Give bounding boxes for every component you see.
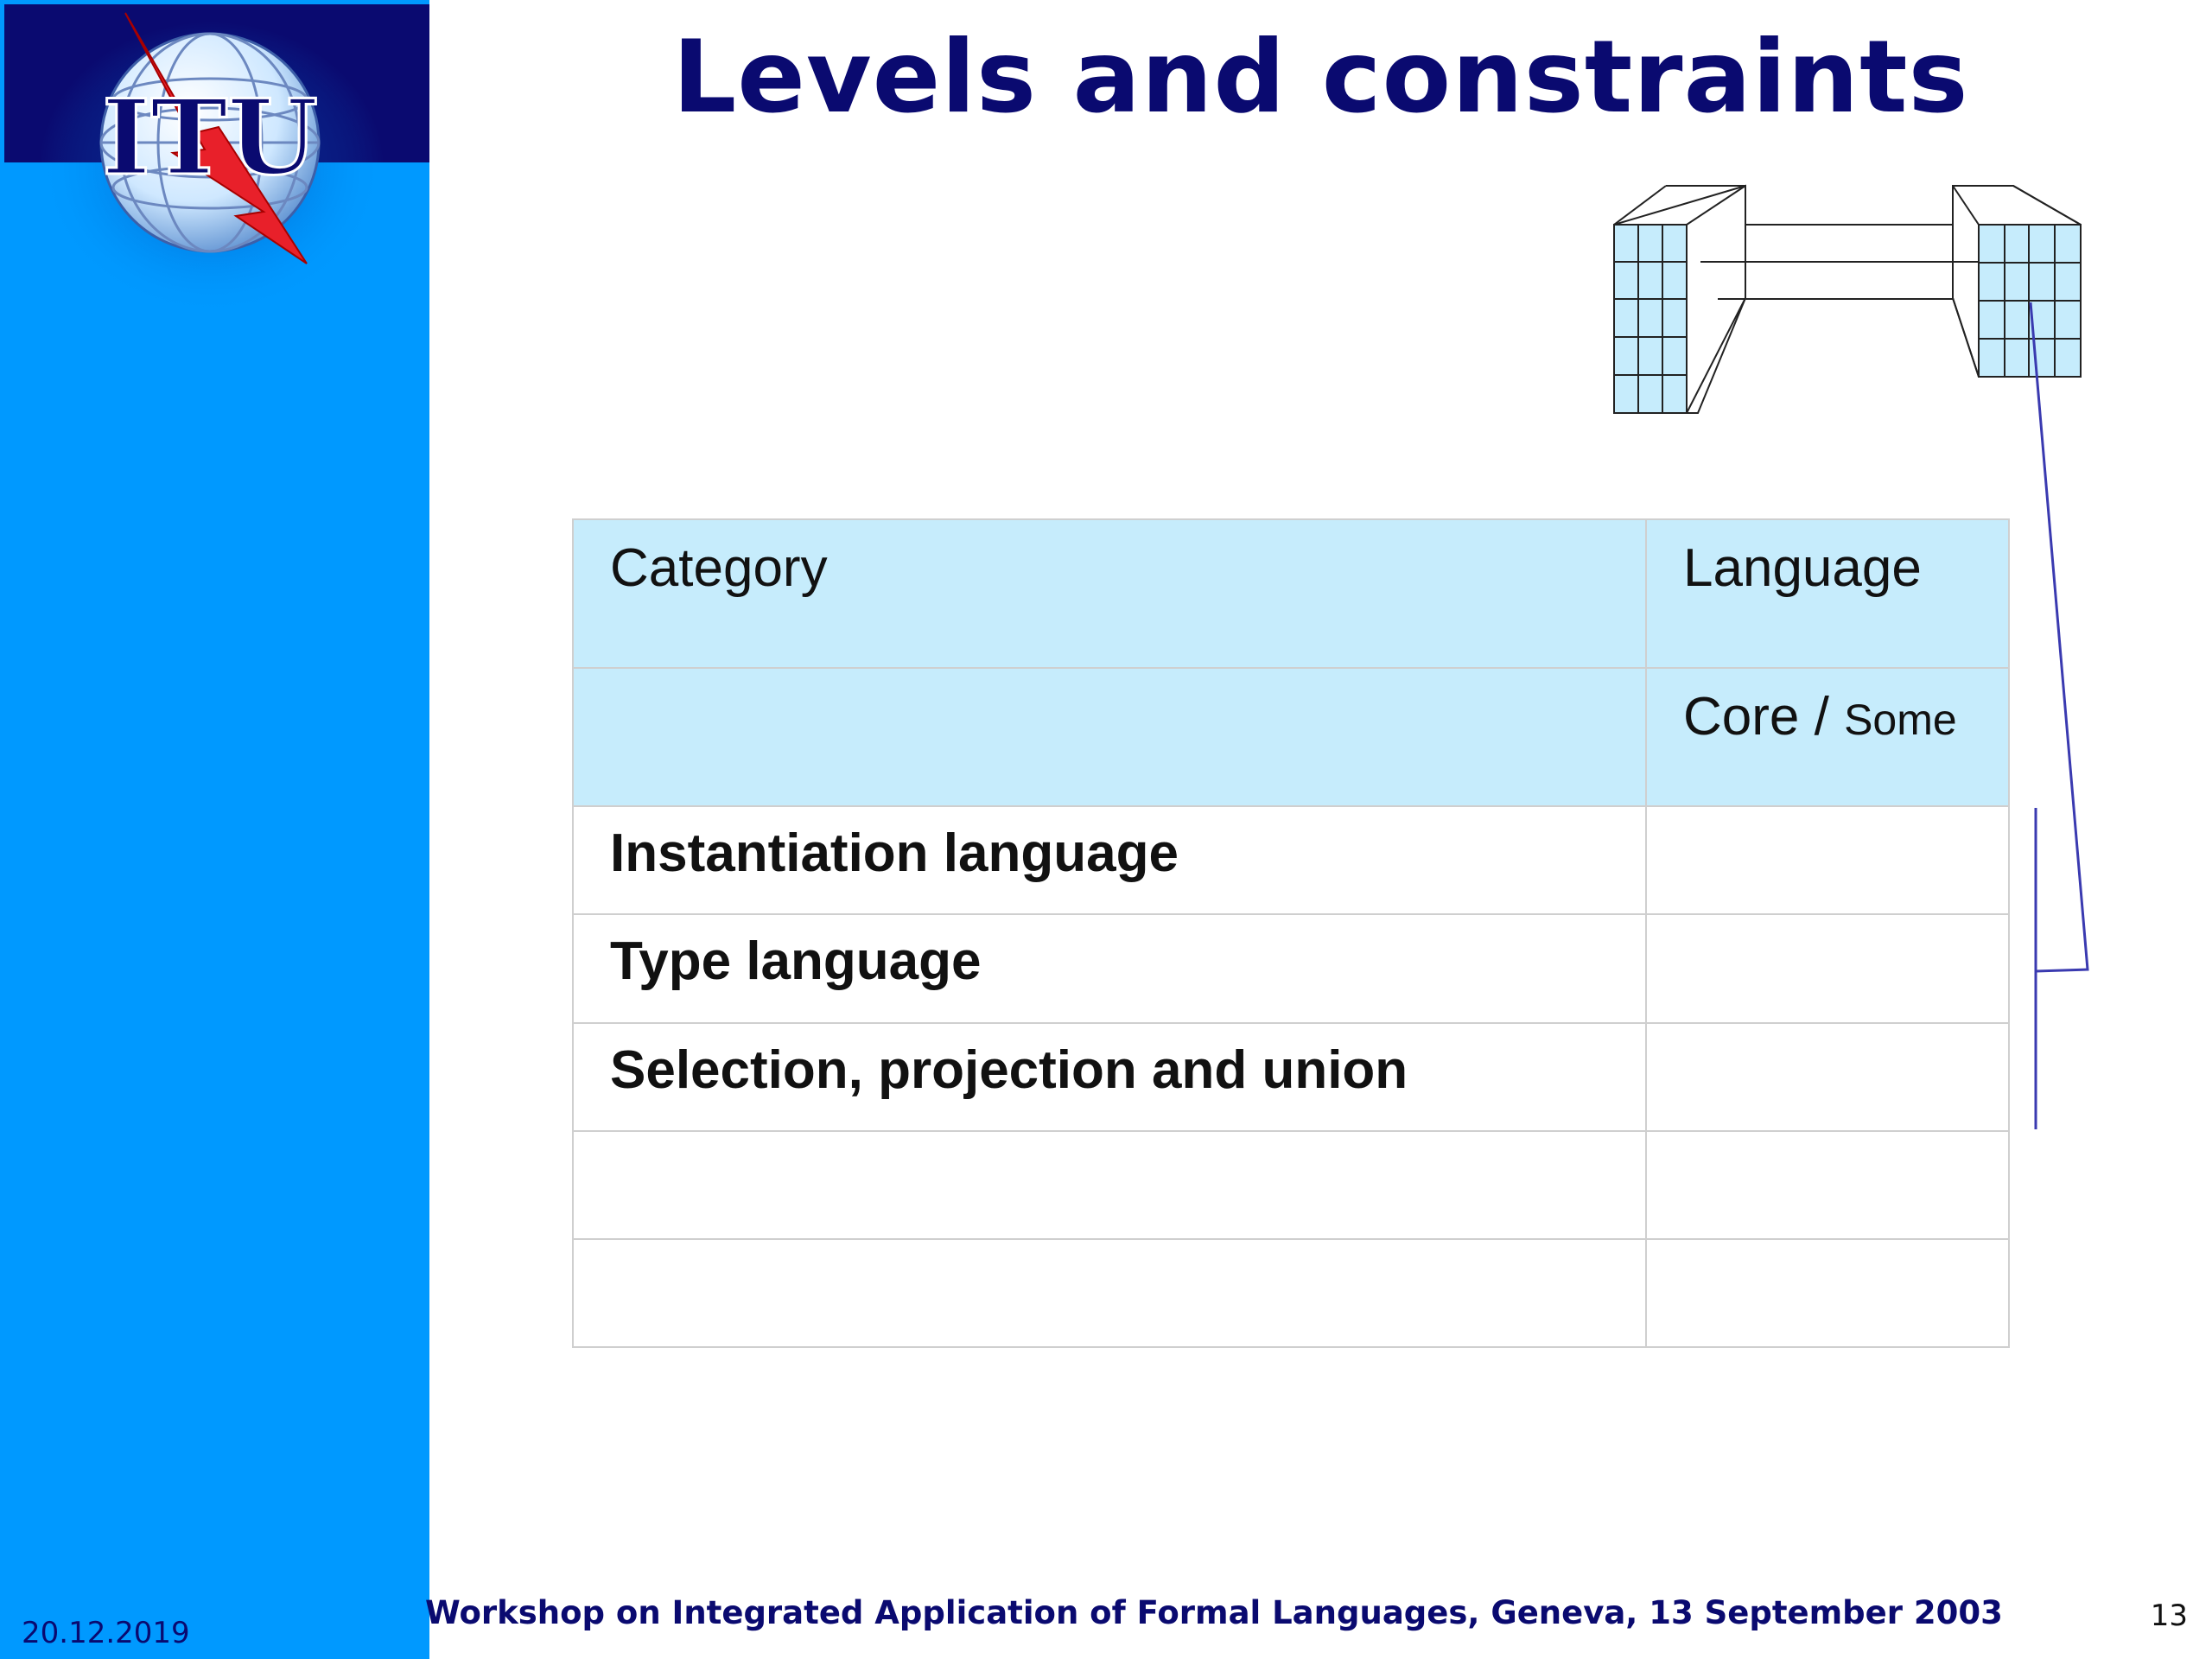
table-row xyxy=(573,806,2009,914)
core-some-separator: / xyxy=(1799,687,1845,747)
category-cell xyxy=(573,1239,1646,1347)
empty-subheader-cell xyxy=(573,668,1646,806)
table-subheader-row xyxy=(573,668,2009,806)
category-header: Category xyxy=(610,538,828,598)
language-cell xyxy=(1646,1023,2009,1131)
language-cell xyxy=(1646,1239,2009,1347)
table-header-row xyxy=(573,519,2009,668)
language-cell xyxy=(1646,914,2009,1022)
category-text: Instantiation language xyxy=(610,823,1179,884)
some-label: Some xyxy=(1844,696,1957,745)
category-cell xyxy=(573,806,1646,914)
slide-title: Levels and constraints xyxy=(672,19,1969,136)
category-cell xyxy=(573,1023,1646,1131)
table-row xyxy=(573,1239,2009,1347)
language-cell xyxy=(1646,1131,2009,1239)
table-row xyxy=(573,914,2009,1022)
svg-text:ITU: ITU xyxy=(101,77,319,199)
cube-grid-icon xyxy=(1953,186,2081,377)
core-some-header xyxy=(1683,686,2008,747)
core-label: Core xyxy=(1683,687,1800,747)
category-cell xyxy=(573,914,1646,1022)
category-header-cell xyxy=(573,519,1646,668)
footer-caption: Workshop on Integrated Application of Formal Languages, Geneva, 13 September 2003 xyxy=(425,1594,2003,1631)
category-text: Type language xyxy=(610,931,982,992)
levels-table xyxy=(572,518,2010,1348)
table-row xyxy=(573,1023,2009,1131)
table-row xyxy=(573,1131,2009,1239)
core-some-header-cell xyxy=(1646,668,2009,806)
slide-date: 20.12.2019 xyxy=(22,1616,190,1650)
itu-globe-logo xyxy=(4,4,429,315)
category-cell xyxy=(573,1131,1646,1239)
page-number: 13 xyxy=(2150,1599,2188,1633)
language-header-cell xyxy=(1646,519,2009,668)
category-text: Selection, projection and union xyxy=(610,1039,1408,1100)
language-cell xyxy=(1646,806,2009,914)
language-header: Language xyxy=(1683,538,1922,598)
